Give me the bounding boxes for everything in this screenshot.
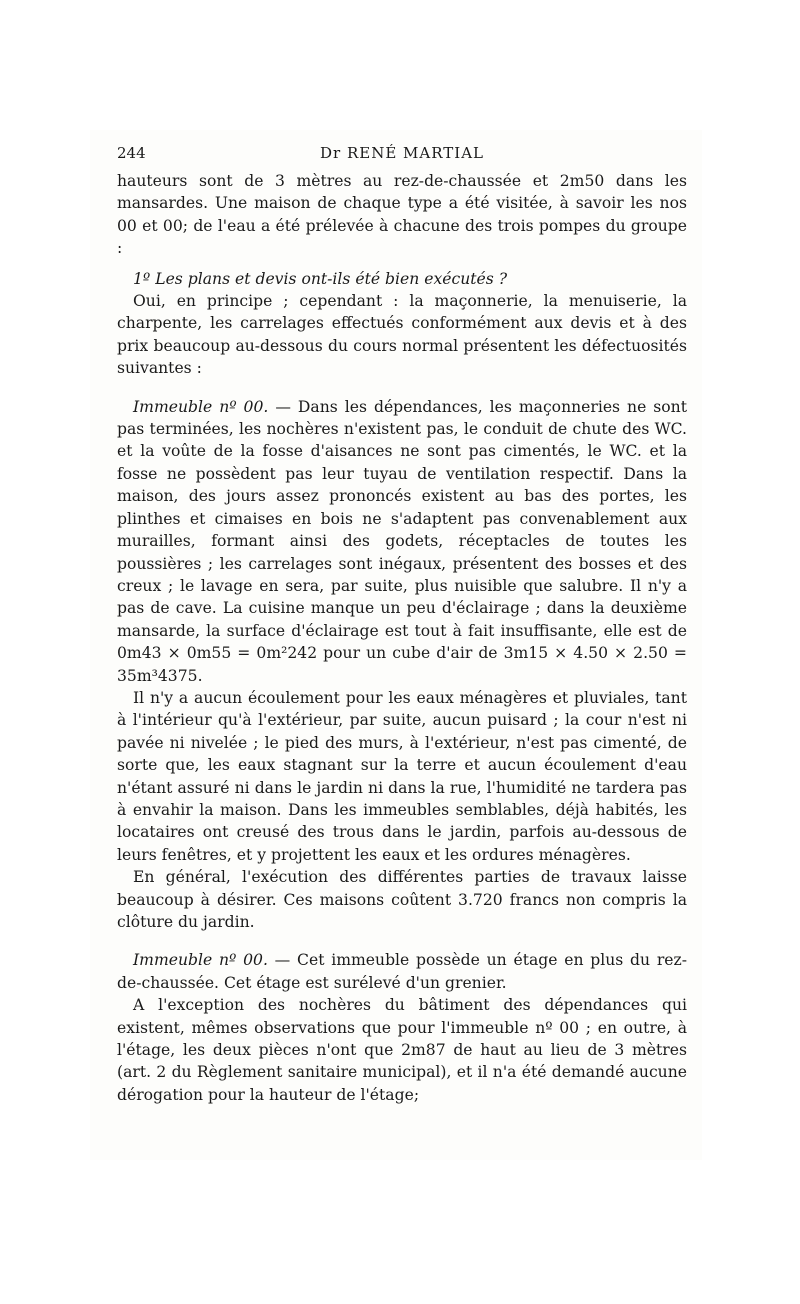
question-heading bbox=[117, 268, 687, 290]
paragraph-exception: A l'exception des nochères du bâtiment des dépendances qui existent, mêmes observations que pour l'immeuble nº 00 ; en outre, à l'étage, les deux pièces n'ont que 2m87 de haut au lieu de 3 mètres (art. 2 du Règlement sanitaire municipal), et il n'a été demandé aucune dérogation pour la hauteur de l'étage; bbox=[117, 996, 687, 1104]
page-content bbox=[117, 140, 687, 1106]
page-number: 244 bbox=[117, 144, 146, 162]
paragraph-intro: hauteurs sont de 3 mètres au rez-de-chaussée et 2m50 dans les mansardes. Une maison de chaque type a été visitée, à savoir les nos 00 et 00; de l'eau a été prélevée à chacune des trois pompes du groupe : bbox=[117, 172, 687, 258]
immeuble-2-text: — Cet immeuble possède un étage en plus du rez-de-chaussée. Cet étage est surélevé d'un grenier. bbox=[117, 951, 688, 992]
paragraph-immeuble-2 bbox=[117, 949, 687, 994]
page-header bbox=[117, 140, 687, 170]
question-text: 1º Les plans et devis ont-ils été bien exécutés ? bbox=[133, 269, 508, 288]
immeuble-1-label: Immeuble nº 00. bbox=[133, 397, 269, 416]
paragraph-general: En général, l'exécution des différentes parties de travaux laisse beaucoup à désirer. Ces maisons coûtent 3.720 francs non compris la clôture du jardin. bbox=[117, 868, 687, 931]
running-title: Dr RENÉ MARTIAL bbox=[320, 144, 484, 162]
paragraph-answer: Oui, en principe ; cependant : la maçonnerie, la menuiserie, la charpente, les carrelages effectués conformément aux devis et à des prix beaucoup au-dessous du cours normal présentent les défectuosités suivantes : bbox=[117, 292, 687, 378]
immeuble-1-text: — Dans les dépendances, les maçonneries ne sont pas terminées, les nochères n'existent pas, le conduit de chute des WC. et la voûte de la fosse d'aisances ne sont pas cimentés, le WC. et la fosse ne possèdent pas leur tuyau de ventilation respectif. Dans la maison, des jours assez prononcés existent au bas des portes, les plinthes et cimaises en bois ne s'adaptent pas convenablement aux murailles, formant ainsi des godets, réceptacles de toutes les poussières ; les carrelages sont inégaux, présentent des bosses et des creux ; le lavage en sera, par suite, plus nuisible que salubre. Il n'y a pas de cave. La cuisine manque un peu d'éclairage ; dans la deuxième mansarde, la surface d'éclairage est tout à fait insuffisante, elle est de 0m43 × 0m55 = 0m²242 pour un cube d'air de 3m15 × 4.50 × 2.50 = 35m³4375. bbox=[117, 397, 687, 685]
paragraph-immeuble-1 bbox=[117, 396, 687, 687]
paragraph-drainage: Il n'y a aucun écoulement pour les eaux ménagères et pluviales, tant à l'intérieur qu'à l'extérieur, par suite, aucun puisard ; la cour n'est ni pavée ni nivelée ; le pied des murs, à l'extérieur, n'est pas cimenté, de sorte que, les eaux stagnant sur la terre et aucun écoulement d'eau n'étant assuré ni dans le jardin ni dans la rue, l'humidité ne tardera pas à envahir la maison. Dans les immeubles semblables, déjà habités, les locataires ont creusé des trous dans le jardin, parfois au-dessous de leurs fenêtres, et y projettent les eaux et les ordures ménagères. bbox=[117, 688, 687, 864]
immeuble-2-label: Immeuble nº 00. bbox=[133, 951, 268, 970]
